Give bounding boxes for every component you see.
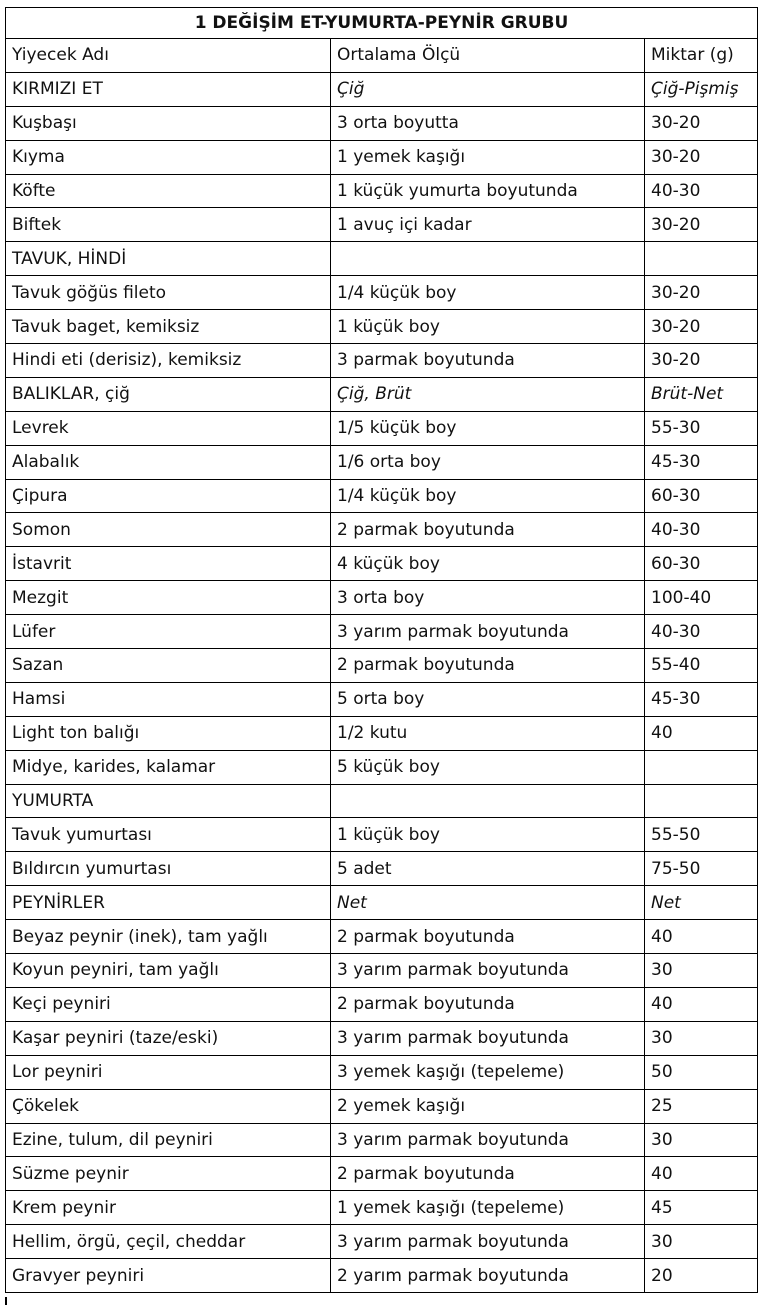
table-row [6,1123,758,1157]
amount-cell [645,242,758,276]
header-average-measure: Ortalama Ölçü [331,39,645,73]
amount-cell [645,784,758,818]
measure-cell [331,784,645,818]
table-row [6,581,758,615]
food-name-cell: Çökelek [6,1089,331,1123]
table-row [6,1021,758,1055]
table-row [6,1191,758,1225]
header-food-name: Yiyecek Adı [6,39,331,73]
amount-cell: 40 [645,920,758,954]
measure-cell: 1 avuç içi kadar [331,208,645,242]
food-name-cell: Çipura [6,479,331,513]
measure-cell: 3 yarım parmak boyutunda [331,1123,645,1157]
food-name-cell: KIRMIZI ET [6,72,331,106]
amount-cell: 60-30 [645,479,758,513]
food-name-cell: Tavuk göğüs fileto [6,276,331,310]
food-name-cell: Tavuk yumurtası [6,818,331,852]
title-row [6,8,758,39]
measure-cell: 5 adet [331,852,645,886]
measure-cell: Çiğ, Brüt [331,377,645,411]
table-row [6,310,758,344]
amount-cell: 30 [645,1021,758,1055]
food-name-cell: Keçi peyniri [6,987,331,1021]
table-row [6,987,758,1021]
amount-cell: 100-40 [645,581,758,615]
amount-cell: 30-20 [645,106,758,140]
measure-cell: 2 parmak boyutunda [331,987,645,1021]
table-row [6,682,758,716]
amount-cell: 30 [645,1225,758,1259]
measure-cell: 4 küçük boy [331,547,645,581]
food-name-cell: Süzme peynir [6,1157,331,1191]
measure-cell: 1 küçük boy [331,310,645,344]
table-row [6,954,758,988]
table-row [6,479,758,513]
amount-cell: 20 [645,1259,758,1293]
amount-cell: 45-30 [645,682,758,716]
food-name-cell: Levrek [6,411,331,445]
food-name-cell: Sazan [6,649,331,683]
amount-cell: 40-30 [645,174,758,208]
food-name-cell: Alabalık [6,445,331,479]
amount-cell: 55-40 [645,649,758,683]
measure-cell: Çiğ [331,72,645,106]
amount-cell: 40 [645,987,758,1021]
measure-cell: 3 yarım parmak boyutunda [331,1225,645,1259]
amount-cell: Çiğ-Pişmiş [645,72,758,106]
measure-cell: 3 orta boyutta [331,106,645,140]
food-name-cell: Bıldırcın yumurtası [6,852,331,886]
table-row [6,377,758,411]
food-name-cell: Light ton balığı [6,716,331,750]
table-row [6,615,758,649]
table-row [6,1055,758,1089]
food-name-cell: Koyun peyniri, tam yağlı [6,954,331,988]
table-row [6,72,758,106]
measure-cell: 3 yarım parmak boyutunda [331,1021,645,1055]
amount-cell: 30-20 [645,208,758,242]
amount-cell: 30-20 [645,344,758,378]
measure-cell: 3 yarım parmak boyutunda [331,615,645,649]
table-body [6,72,758,1292]
food-name-cell: Krem peynir [6,1191,331,1225]
table-row [6,547,758,581]
measure-cell: 2 parmak boyutunda [331,513,645,547]
amount-cell: 45-30 [645,445,758,479]
food-name-cell: Köfte [6,174,331,208]
amount-cell: 55-50 [645,818,758,852]
table-row [6,852,758,886]
food-name-cell: Mezgit [6,581,331,615]
amount-cell: 30-20 [645,310,758,344]
food-name-cell: Lüfer [6,615,331,649]
food-name-cell: Kıyma [6,140,331,174]
food-name-cell: Midye, karides, kalamar [6,750,331,784]
food-name-cell: Tavuk baget, kemiksiz [6,310,331,344]
measure-cell: 1/5 küçük boy [331,411,645,445]
amount-cell: 30-20 [645,276,758,310]
measure-cell: 1/2 kutu [331,716,645,750]
food-name-cell: PEYNİRLER [6,886,331,920]
table-row [6,818,758,852]
table-row [6,1225,758,1259]
measure-cell: 1 yemek kaşığı (tepeleme) [331,1191,645,1225]
measure-cell: 1/6 orta boy [331,445,645,479]
measure-cell: 2 yarım parmak boyutunda [331,1259,645,1293]
measure-cell: 3 yemek kaşığı (tepeleme) [331,1055,645,1089]
table-row [6,445,758,479]
table-row [6,106,758,140]
food-name-cell: TAVUK, HİNDİ [6,242,331,276]
table-row [6,1157,758,1191]
measure-cell: 1 küçük yumurta boyutunda [331,174,645,208]
amount-cell: 40-30 [645,615,758,649]
food-name-cell: İstavrit [6,547,331,581]
measure-cell: 1/4 küçük boy [331,479,645,513]
table-row [6,1089,758,1123]
measure-cell: 3 yarım parmak boyutunda [331,954,645,988]
measure-cell: 2 parmak boyutunda [331,1157,645,1191]
measure-cell: 5 orta boy [331,682,645,716]
amount-cell: 40 [645,716,758,750]
table-row [6,920,758,954]
amount-cell: 50 [645,1055,758,1089]
table-row [6,886,758,920]
table-row [6,276,758,310]
food-name-cell: Kaşar peyniri (taze/eski) [6,1021,331,1055]
table-row [6,784,758,818]
measure-cell: 3 orta boy [331,581,645,615]
amount-cell: 30 [645,1123,758,1157]
header-amount: Miktar (g) [645,39,758,73]
table-row [6,140,758,174]
measure-cell: 2 yemek kaşığı [331,1089,645,1123]
measure-cell: 1 küçük boy [331,818,645,852]
table-title: 1 DEĞİŞİM ET-YUMURTA-PEYNİR GRUBU [6,8,758,39]
table-row [6,242,758,276]
food-name-cell: Lor peyniri [6,1055,331,1089]
measure-cell: 5 küçük boy [331,750,645,784]
amount-cell: 55-30 [645,411,758,445]
measure-cell: 2 parmak boyutunda [331,649,645,683]
food-name-cell: Ezine, tulum, dil peyniri [6,1123,331,1157]
table-row [6,1259,758,1293]
measure-cell: 1/4 küçük boy [331,276,645,310]
amount-cell: Brüt-Net [645,377,758,411]
food-name-cell: Beyaz peynir (inek), tam yağlı [6,920,331,954]
measure-cell [331,242,645,276]
amount-cell: 60-30 [645,547,758,581]
amount-cell: 40-30 [645,513,758,547]
header-row [6,39,758,73]
table-row [6,649,758,683]
food-name-cell: YUMURTA [6,784,331,818]
measure-cell: Net [331,886,645,920]
table-row [6,716,758,750]
food-name-cell: Hamsi [6,682,331,716]
table-row [6,344,758,378]
measure-cell: 3 parmak boyutunda [331,344,645,378]
food-name-cell: Gravyer peyniri [6,1259,331,1293]
amount-cell [645,750,758,784]
amount-cell: 30-20 [645,140,758,174]
amount-cell: 25 [645,1089,758,1123]
food-name-cell: Biftek [6,208,331,242]
food-name-cell: Somon [6,513,331,547]
amount-cell: 40 [645,1157,758,1191]
table-row [6,750,758,784]
food-name-cell: Kuşbaşı [6,106,331,140]
exchange-table [5,7,758,1293]
table-row [6,411,758,445]
measure-cell: 1 yemek kaşığı [331,140,645,174]
food-name-cell: BALIKLAR, çiğ [6,377,331,411]
table-row [6,513,758,547]
food-name-cell: Hellim, örgü, çeçil, cheddar [6,1225,331,1259]
amount-cell: 30 [645,954,758,988]
page-edge-mark [5,1297,7,1305]
amount-cell: 75-50 [645,852,758,886]
amount-cell: 45 [645,1191,758,1225]
food-name-cell: Hindi eti (derisiz), kemiksiz [6,344,331,378]
measure-cell: 2 parmak boyutunda [331,920,645,954]
amount-cell: Net [645,886,758,920]
table-row [6,208,758,242]
table-row [6,174,758,208]
